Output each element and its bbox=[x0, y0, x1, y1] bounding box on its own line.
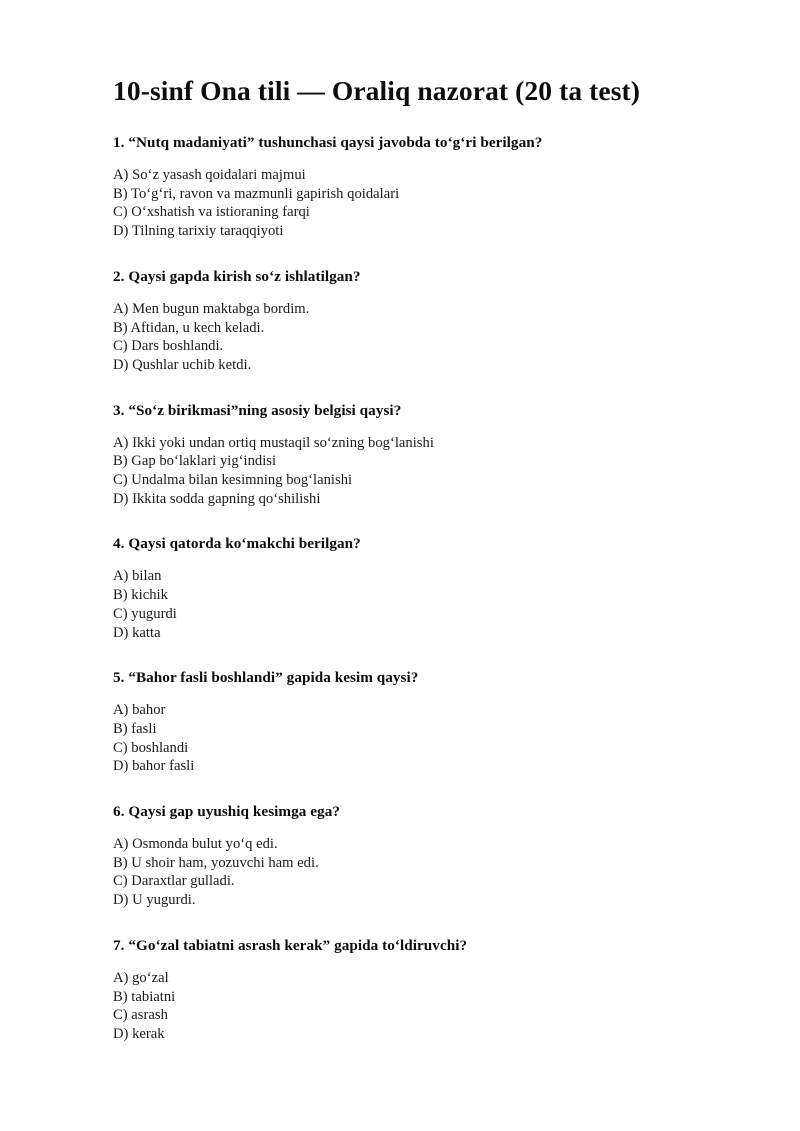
answer-option: D) Ikkita sodda gapning qoʻshilishi bbox=[113, 490, 321, 507]
answer-option: D) kerak bbox=[113, 1025, 165, 1042]
answer-option: A) goʻzal bbox=[113, 969, 169, 986]
answer-option: C) asrash bbox=[113, 1007, 168, 1024]
question-block-7 bbox=[113, 936, 727, 1044]
question-block-5 bbox=[113, 668, 727, 776]
answer-option: D) katta bbox=[113, 624, 161, 641]
document-content bbox=[113, 0, 727, 1044]
answer-option: B) tabiatni bbox=[113, 988, 176, 1005]
answer-option: B) fasli bbox=[113, 720, 157, 737]
answer-options-list bbox=[113, 300, 727, 375]
answer-option: D) Tilning tarixiy taraqqiyoti bbox=[113, 223, 284, 240]
answer-option: B) kichik bbox=[113, 587, 168, 604]
answer-option: C) Dars boshlandi. bbox=[113, 338, 224, 355]
question-block-6 bbox=[113, 802, 727, 910]
answer-option: A) Ikki yoki undan ortiq mustaqil soʻzning bogʻlanishi bbox=[113, 434, 434, 451]
question-block-3 bbox=[113, 401, 727, 509]
answer-option: C) Undalma bilan kesimning bogʻlanishi bbox=[113, 472, 353, 489]
answer-options-list bbox=[113, 701, 727, 776]
answer-options-list bbox=[113, 835, 727, 910]
question-heading: 1. “Nutq madaniyati” tushunchasi qaysi javobda toʻgʻri berilgan? bbox=[113, 134, 543, 151]
answer-option: A) Osmonda bulut yoʻq edi. bbox=[113, 836, 278, 853]
question-heading: 4. Qaysi qatorda koʻmakchi berilgan? bbox=[113, 535, 361, 553]
answer-option: B) U shoir ham, yozuvchi ham edi. bbox=[113, 854, 319, 871]
answer-options-list bbox=[113, 567, 727, 642]
question-heading: 2. Qaysi gapda kirish soʻz ishlatilgan? bbox=[113, 267, 361, 285]
answer-option: C) Oʻxshatish va istioraning farqi bbox=[113, 204, 310, 221]
answer-option: C) boshlandi bbox=[113, 739, 189, 756]
answer-option: D) bahor fasli bbox=[113, 758, 195, 775]
question-heading: 6. Qaysi gap uyushiq kesimga ega? bbox=[113, 803, 340, 821]
question-block-4 bbox=[113, 534, 727, 642]
answer-option: D) Qushlar uchib ketdi. bbox=[113, 356, 252, 373]
answer-option: A) bilan bbox=[113, 568, 162, 585]
answer-option: B) Toʻgʻri, ravon va mazmunli gapirish qoidalari bbox=[113, 185, 400, 202]
answer-option: A) bahor bbox=[113, 702, 166, 719]
answer-option: B) Gap boʻlaklari yigʻindisi bbox=[113, 453, 277, 470]
question-heading: 7. “Goʻzal tabiatni asrash kerak” gapida toʻldiruvchi? bbox=[113, 936, 468, 954]
answer-options-list bbox=[113, 969, 727, 1044]
answer-option: B) Aftidan, u kech keladi. bbox=[113, 319, 265, 336]
answer-option: C) yugurdi bbox=[113, 605, 177, 622]
question-heading: 5. “Bahor fasli boshlandi” gapida kesim qaysi? bbox=[113, 669, 419, 687]
answer-option: D) U yugurdi. bbox=[113, 892, 196, 909]
question-heading: 3. “Soʻz birikmasi”ning asosiy belgisi qaysi? bbox=[113, 401, 402, 419]
question-block-1 bbox=[113, 133, 727, 241]
answer-option: C) Daraxtlar gulladi. bbox=[113, 873, 235, 890]
answer-options-list bbox=[113, 434, 727, 509]
answer-option: A) Men bugun maktabga bordim. bbox=[113, 300, 310, 317]
answer-options-list bbox=[113, 166, 727, 241]
answer-option: A) Soʻz yasash qoidalari majmui bbox=[113, 167, 306, 183]
page-title: 10-sinf Ona tili — Oraliq nazorat (20 ta test) bbox=[113, 75, 641, 106]
question-block-2 bbox=[113, 267, 727, 375]
